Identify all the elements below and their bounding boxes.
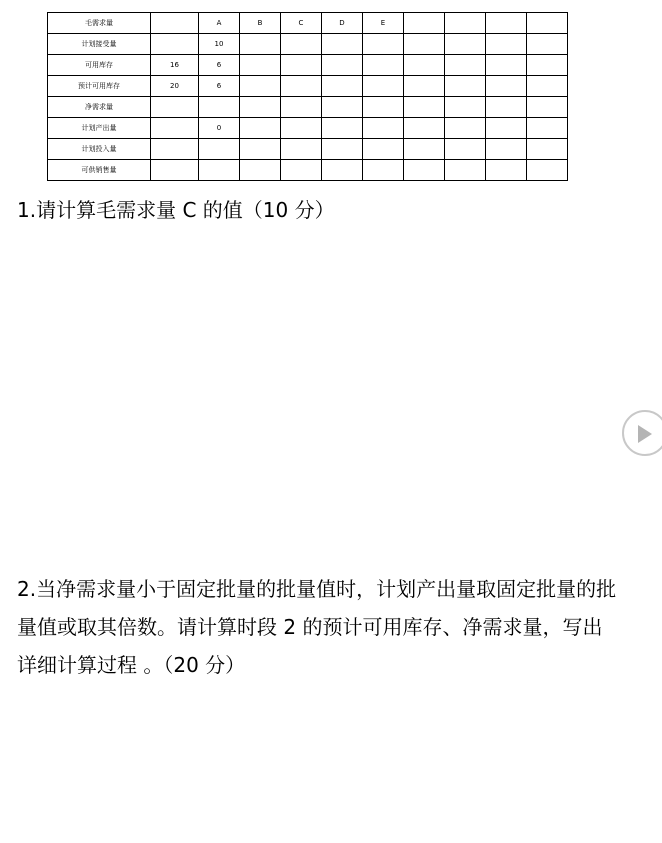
question-2: 2.当净需求量小于固定批量的批量值时，计划产出量取固定批量的批量值或取其倍数。请计算时段 2 的预计可用库存、净需求量，写出详细计算过程 。（20 分） <box>17 577 617 677</box>
table-cell <box>404 55 445 76</box>
table-cell: E <box>363 13 404 34</box>
table-cell <box>527 13 568 34</box>
table-cell <box>281 160 322 181</box>
row-label: 可供销售量 <box>48 160 151 181</box>
table-row <box>48 13 568 34</box>
table-cell: C <box>281 13 322 34</box>
table-cell: 6 <box>199 76 240 97</box>
table-cell <box>445 76 486 97</box>
table-cell: B <box>240 13 281 34</box>
table-cell <box>322 34 363 55</box>
table-cell <box>363 139 404 160</box>
table-cell <box>404 97 445 118</box>
table-cell <box>445 160 486 181</box>
table-row <box>48 118 568 139</box>
table-cell <box>240 76 281 97</box>
table-cell <box>322 76 363 97</box>
table-cell <box>281 76 322 97</box>
table-cell: D <box>322 13 363 34</box>
table-cell <box>240 34 281 55</box>
table-cell <box>527 76 568 97</box>
table-cell <box>486 76 527 97</box>
table-cell <box>281 118 322 139</box>
table-cell <box>445 13 486 34</box>
play-button[interactable] <box>622 410 662 456</box>
table-cell <box>281 34 322 55</box>
table-cell <box>486 13 527 34</box>
table-cell <box>151 139 199 160</box>
row-label: 计划接受量 <box>48 34 151 55</box>
table-cell <box>445 34 486 55</box>
table-cell: A <box>199 13 240 34</box>
table-cell <box>151 13 199 34</box>
table-cell <box>151 34 199 55</box>
row-label: 净需求量 <box>48 97 151 118</box>
table-cell <box>486 118 527 139</box>
row-label: 毛需求量 <box>48 13 151 34</box>
table-cell <box>240 118 281 139</box>
table-row <box>48 55 568 76</box>
table-cell <box>363 34 404 55</box>
row-label: 计划投入量 <box>48 139 151 160</box>
table-cell <box>445 118 486 139</box>
table-cell <box>363 118 404 139</box>
table-cell <box>527 34 568 55</box>
table-cell <box>527 160 568 181</box>
question-1: 1.请计算毛需求量 C 的值（10 分） <box>17 198 335 222</box>
table-cell <box>322 97 363 118</box>
table-cell <box>199 160 240 181</box>
table-cell: 16 <box>151 55 199 76</box>
table-cell <box>445 97 486 118</box>
table-cell <box>404 118 445 139</box>
table-cell <box>240 55 281 76</box>
table-cell <box>445 55 486 76</box>
table-cell <box>527 139 568 160</box>
table-row <box>48 97 568 118</box>
table-cell <box>527 97 568 118</box>
table-cell <box>281 139 322 160</box>
table-cell <box>199 97 240 118</box>
table-cell <box>151 97 199 118</box>
table-row <box>48 76 568 97</box>
table-cell: 6 <box>199 55 240 76</box>
table-cell: 20 <box>151 76 199 97</box>
table-cell <box>322 55 363 76</box>
table-cell <box>240 139 281 160</box>
table-cell <box>322 118 363 139</box>
table-cell <box>322 139 363 160</box>
table-row <box>48 160 568 181</box>
table-cell <box>486 34 527 55</box>
mrp-table <box>47 12 568 181</box>
table-cell <box>281 97 322 118</box>
table-cell <box>445 139 486 160</box>
table-cell <box>404 13 445 34</box>
table-cell <box>404 160 445 181</box>
table-cell <box>363 160 404 181</box>
table-cell <box>151 160 199 181</box>
table-cell <box>486 55 527 76</box>
table-cell <box>404 34 445 55</box>
table-cell <box>527 55 568 76</box>
table-cell <box>322 160 363 181</box>
table-cell <box>404 76 445 97</box>
table-cell: 10 <box>199 34 240 55</box>
table-cell <box>199 139 240 160</box>
table-cell: 0 <box>199 118 240 139</box>
table-cell <box>486 139 527 160</box>
table-row <box>48 139 568 160</box>
table-cell <box>527 118 568 139</box>
table-cell <box>486 97 527 118</box>
table-cell <box>151 118 199 139</box>
row-label: 计划产出量 <box>48 118 151 139</box>
table-cell <box>363 55 404 76</box>
table-cell <box>240 97 281 118</box>
row-label: 预计可用库存 <box>48 76 151 97</box>
play-icon <box>636 423 654 445</box>
table-cell <box>240 160 281 181</box>
table-cell <box>281 55 322 76</box>
table-cell <box>404 139 445 160</box>
table-cell <box>486 160 527 181</box>
table-cell <box>363 97 404 118</box>
row-label: 可用库存 <box>48 55 151 76</box>
table-cell <box>363 76 404 97</box>
table-row <box>48 34 568 55</box>
